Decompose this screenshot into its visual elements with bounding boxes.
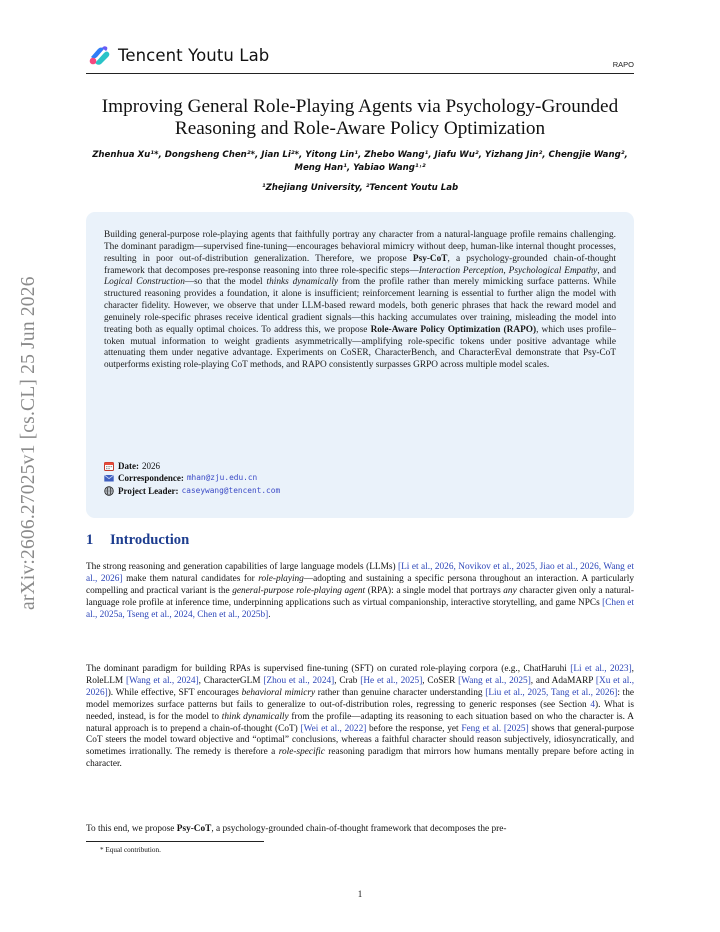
project-leader-email[interactable]: caseywang@tencent.com	[181, 485, 281, 495]
citation-link[interactable]: [Wang et al., 2024]	[125, 675, 199, 686]
tencent-logo-icon	[86, 44, 112, 66]
section-heading	[86, 532, 189, 549]
abstract-text: Building general-purpose role-playing agents that faithfully portray any character from a natural-language profile remains challenging. The dominant paradigm—supervised fine-tuning—encourages behavioral mimicry without deep, human-like internal thought processes, resulting in poor out-of-distribution generalization. Therefore, we propose Psy-CoT, a psychology-grounded chain-of-thought framework that decomposes pre-response reasoning into three role-specific steps—Interaction Perception, Psychological Empathy, and Logical Construction—so that the model thinks dynamically from the profile rather than merely mimicking surface patterns. While structured reasoning provides a foundation, it alone is insufficient; reinforcement learning is essential to further align the model with character fidelity. However, we observe that under LLM-based reward models, both generic phrases that hack the reward model and genuinely role-specific phrases receive identical gradient signals—this hacking accumulates over training, misleading the model into treating both as equally optimal choices. To address this, we propose Role-Aware Policy Optimization (RAPO), which uses profile–token mutual information to weight gradients asymmetrically—amplifying role-specific tokens under positive advantage while attenuating them under negative advantage. Experiments on CoSER, CharacterBench, and CharacterEval demonstrate that Psy-CoT outperforms existing role-playing CoT methods, and RAPO consistently surpasses GRPO across multiple model scales.	[104, 230, 617, 371]
footnote: * Equal contribution.	[100, 846, 161, 854]
correspondence-email[interactable]: mhan@zju.edu.cn	[186, 473, 258, 483]
paper-title: Improving General Role-Playing Agents via Psychology-Grounded Reasoning and Role-Aware Policy Optimization	[101, 96, 619, 139]
citation-link[interactable]: [Chen et al., 2025a, Tseng et al., 2024, Chen et al., 2025b]	[86, 597, 634, 620]
project-leader-label: Project Leader:	[118, 485, 179, 496]
citation-link[interactable]: [Li et al., 2023]	[570, 664, 632, 674]
citation-link[interactable]: [Liu et al., 2025, Tang et al., 2026]	[485, 687, 618, 698]
header-rule	[86, 73, 634, 74]
footnote-rule	[86, 841, 264, 842]
citation-link[interactable]: Feng et al. [2025]	[461, 723, 529, 734]
date-row	[104, 460, 280, 472]
citation-link[interactable]: [Li et al., 2026, Novikov et al., 2025, Jiao et al., 2026, Wang et al., 2026]	[86, 562, 634, 584]
section-number: 1	[86, 532, 94, 548]
correspondence-label: Correspondence:	[118, 473, 184, 484]
project-leader-row	[104, 485, 280, 497]
running-header: RAPO	[612, 60, 634, 69]
citation-link[interactable]: [He et al., 2025]	[360, 675, 423, 686]
date-value: 2026	[142, 461, 160, 471]
section-title: Introduction	[110, 532, 190, 548]
logo-text: Tencent Youtu Lab	[118, 45, 270, 65]
correspondence-row	[104, 472, 280, 484]
affiliations: ¹Zhejiang University, ²Tencent Youtu Lab	[261, 183, 459, 193]
citation-link[interactable]: [Xu et al., 2026]	[86, 675, 635, 698]
author-list: Zhenhua Xu¹*, Dongsheng Chen²*, Jian Li²*, Yitong Lin¹, Zhebo Wang¹, Jiafu Wu², Yizhang Jin², Chengjie Wang², Meng Han¹, Yabiao Wang¹˒²	[92, 150, 628, 173]
mail-icon	[104, 473, 114, 483]
citation-link[interactable]: [Wang et al., 2025]	[458, 675, 531, 686]
citation-link[interactable]: [Wei et al., 2022]	[300, 723, 367, 734]
paragraph-1: The strong reasoning and generation capabilities of large language models (LLMs) [Li et al., 2026, Novikov et al., 2025, Jiao et al., 2026, Wang et al., 2026] make them natural candidates for role-playing—adopting and sustaining a specific persona throughout an interaction. A particularly compelling and practical variant is the general-purpose role-playing agent (RPA): a single model that portrays any character given only a natural-language role profile at inference time, underpinning applications such as virtual companionship, interactive storytelling, and game NPCs [Chen et al., 2025a, Tseng et al., 2024, Chen et al., 2025b].	[86, 562, 634, 620]
tencent-youtu-logo	[86, 44, 269, 66]
paper-metadata	[104, 460, 280, 497]
calendar-icon	[104, 461, 114, 471]
paragraph-3: To this end, we propose Psy-CoT, a psychology-grounded chain-of-thought framework that decomposes the pre-	[86, 824, 507, 834]
paragraph-2: The dominant paradigm for building RPAs is supervised fine-tuning (SFT) on curated role-playing corpora (e.g., ChatHaruhi [Li et al., 2023], RoleLLM [Wang et al., 2024], CharacterGLM [Zhou et al., 2024], Crab [He et al., 2025], CoSER [Wang et al., 2025], and AdaMARP [Xu et al., 2026]). While effective, SFT encourages behavioral mimicry rather than genuine character understanding [Liu et al., 2025, Tang et al., 2026]: the model memorizes surface patterns but fails to generalize to out-of-distribution roles, regressing to generic responses (see Section 4). What is needed, instead, is for the model to think dynamically from the profile—adapting its reasoning to each situation based on who the character is. A natural approach is to prepend a chain-of-thought (CoT) [Wei et al., 2022] before the response, yet Feng et al. [2025] shows that general-purpose CoT steers the model toward objective and “optimal” conclusions, whereas a faithful character should reason subjectively, idiosyncratically, and sometimes irrationally. The remedy is therefore a role-specific reasoning paradigm that mirrors how humans mentally prepare before acting in character.	[86, 664, 635, 770]
section-reference-link[interactable]: 4	[590, 699, 596, 710]
page-number: 1	[357, 889, 363, 899]
citation-link[interactable]: [Zhou et al., 2024]	[263, 675, 335, 686]
date-label: Date:	[118, 461, 139, 471]
arxiv-stamp: arXiv:2606.27025v1 [cs.CL] 25 Jun 2026	[18, 276, 39, 610]
globe-icon	[104, 486, 114, 496]
